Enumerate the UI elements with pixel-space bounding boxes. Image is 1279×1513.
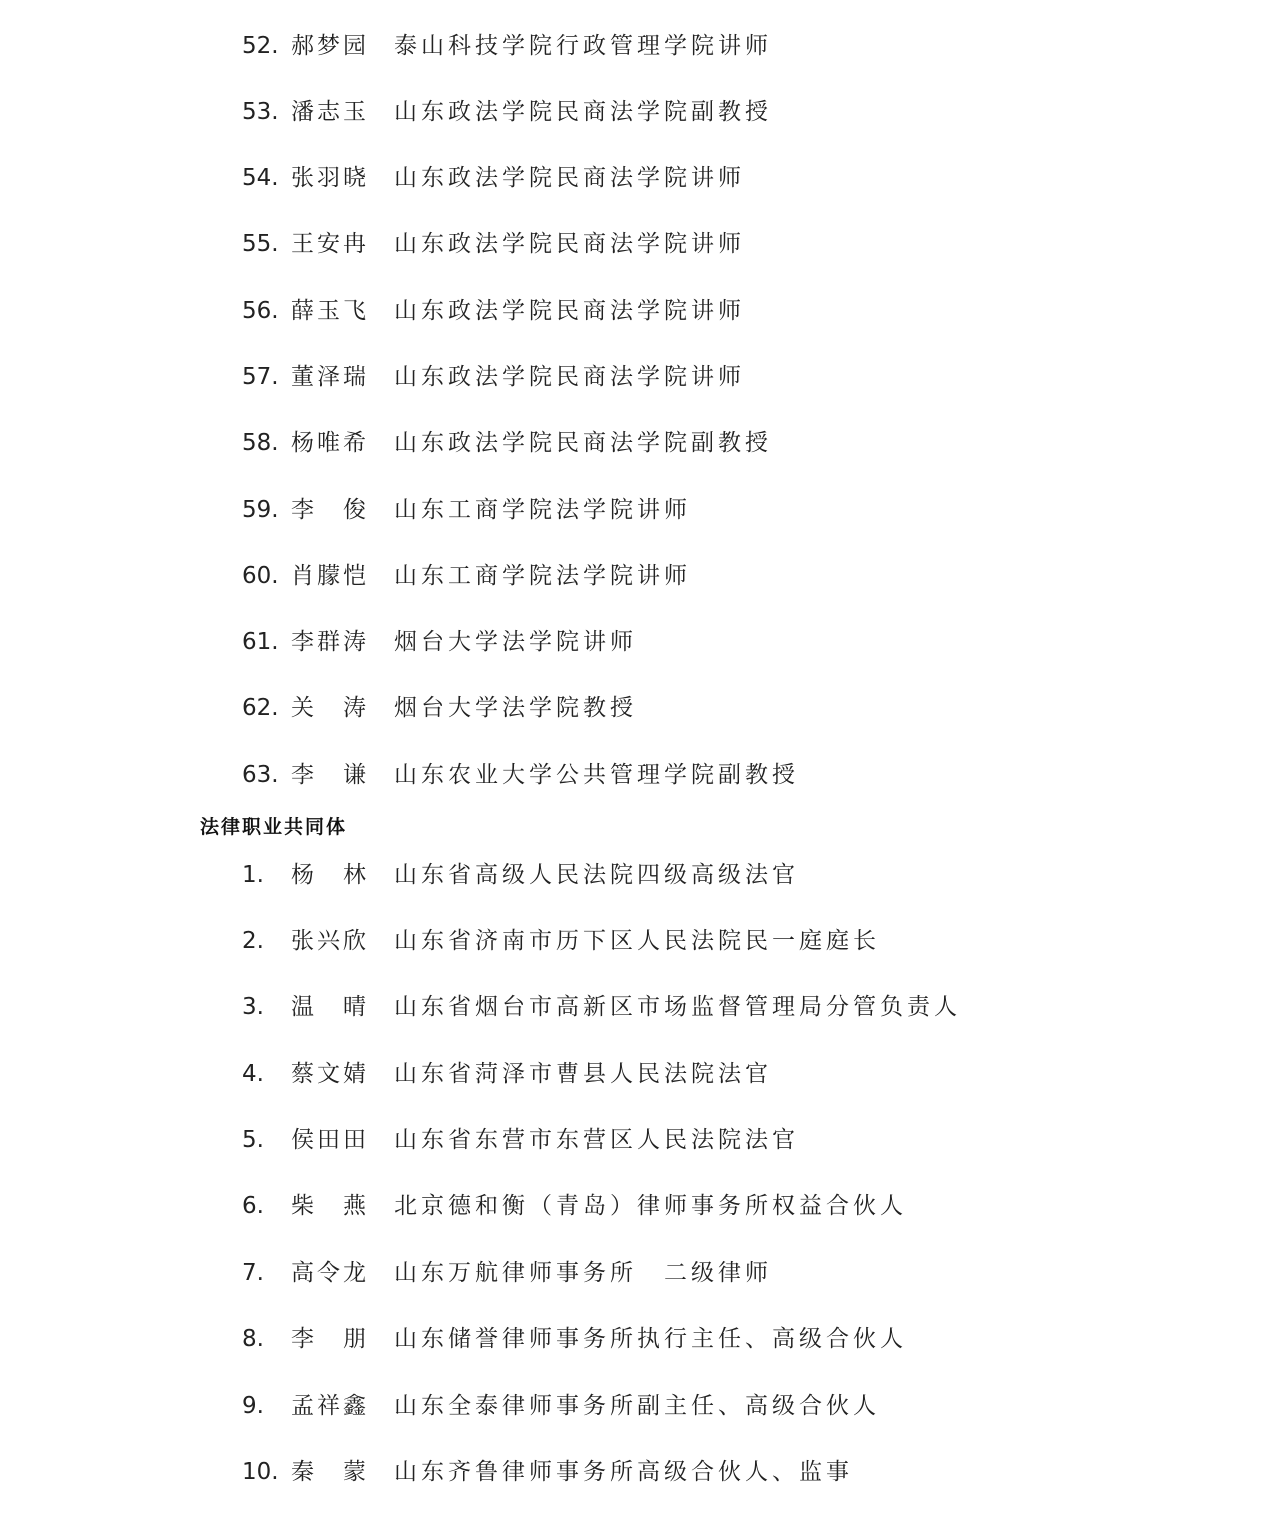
organization-title: 北京德和衡（青岛）律师事务所权益合伙人 xyxy=(394,1193,907,1219)
item-number: 7. xyxy=(242,1260,264,1286)
person-name: 孟祥鑫 xyxy=(291,1393,369,1419)
organization-title: 山东省东营市东营区人民法院法官 xyxy=(394,1127,799,1153)
organization-title: 山东储誉律师事务所执行主任、高级合伙人 xyxy=(394,1326,907,1352)
organization-title: 泰山科技学院行政管理学院讲师 xyxy=(394,33,772,59)
item-number: 2. xyxy=(242,928,264,954)
item-number: 1. xyxy=(242,862,264,888)
organization-title: 山东政法学院民商法学院讲师 xyxy=(394,231,745,257)
organization-title: 山东省烟台市高新区市场监督管理局分管负责人 xyxy=(394,994,961,1020)
person-name: 关 涛 xyxy=(291,695,369,721)
item-number: 57. xyxy=(242,364,279,390)
person-name: 王安冉 xyxy=(291,231,369,257)
section-heading: 法律职业共同体 xyxy=(200,816,348,838)
item-number: 58. xyxy=(242,430,279,456)
organization-title: 山东全泰律师事务所副主任、高级合伙人 xyxy=(394,1393,880,1419)
item-number: 10. xyxy=(242,1459,279,1485)
organization-title: 山东省菏泽市曹县人民法院法官 xyxy=(394,1061,772,1087)
item-number: 61. xyxy=(242,629,279,655)
item-number: 53. xyxy=(242,99,279,125)
item-number: 54. xyxy=(242,165,279,191)
item-number: 60. xyxy=(242,563,279,589)
organization-title: 山东政法学院民商法学院副教授 xyxy=(394,430,772,456)
person-name: 柴 燕 xyxy=(291,1193,369,1219)
organization-title: 山东农业大学公共管理学院副教授 xyxy=(394,762,799,788)
item-number: 56. xyxy=(242,298,279,324)
item-number: 59. xyxy=(242,497,279,523)
item-number: 8. xyxy=(242,1326,264,1352)
item-number: 9. xyxy=(242,1393,264,1419)
person-name: 温 晴 xyxy=(291,994,369,1020)
person-name: 李 俊 xyxy=(291,497,369,523)
organization-title: 山东政法学院民商法学院讲师 xyxy=(394,165,745,191)
organization-title: 山东工商学院法学院讲师 xyxy=(394,497,691,523)
person-name: 董泽瑞 xyxy=(291,364,369,390)
organization-title: 山东省高级人民法院四级高级法官 xyxy=(394,862,799,888)
item-number: 63. xyxy=(242,762,279,788)
item-number: 3. xyxy=(242,994,264,1020)
item-number: 6. xyxy=(242,1193,264,1219)
organization-title: 烟台大学法学院教授 xyxy=(394,695,637,721)
item-number: 52. xyxy=(242,33,279,59)
person-name: 肖朦恺 xyxy=(291,563,369,589)
person-name: 蔡文婧 xyxy=(291,1061,369,1087)
person-name: 杨 林 xyxy=(291,862,369,888)
item-number: 5. xyxy=(242,1127,264,1153)
organization-title: 山东万航律师事务所 二级律师 xyxy=(394,1260,772,1286)
organization-title: 山东省济南市历下区人民法院民一庭庭长 xyxy=(394,928,880,954)
person-name: 张羽晓 xyxy=(291,165,369,191)
person-name: 高令龙 xyxy=(291,1260,369,1286)
person-name: 李群涛 xyxy=(291,629,369,655)
organization-title: 山东政法学院民商法学院副教授 xyxy=(394,99,772,125)
item-number: 62. xyxy=(242,695,279,721)
person-name: 薛玉飞 xyxy=(291,298,369,324)
person-name: 侯田田 xyxy=(291,1127,369,1153)
item-number: 55. xyxy=(242,231,279,257)
organization-title: 烟台大学法学院讲师 xyxy=(394,629,637,655)
organization-title: 山东政法学院民商法学院讲师 xyxy=(394,364,745,390)
person-name: 张兴欣 xyxy=(291,928,369,954)
person-name: 秦 蒙 xyxy=(291,1459,369,1485)
person-name: 郝梦园 xyxy=(291,33,369,59)
person-name: 李 谦 xyxy=(291,762,369,788)
item-number: 4. xyxy=(242,1061,264,1087)
person-name: 李 朋 xyxy=(291,1326,369,1352)
person-name: 杨唯希 xyxy=(291,430,369,456)
organization-title: 山东政法学院民商法学院讲师 xyxy=(394,298,745,324)
organization-title: 山东齐鲁律师事务所高级合伙人、监事 xyxy=(394,1459,853,1485)
organization-title: 山东工商学院法学院讲师 xyxy=(394,563,691,589)
person-name: 潘志玉 xyxy=(291,99,369,125)
